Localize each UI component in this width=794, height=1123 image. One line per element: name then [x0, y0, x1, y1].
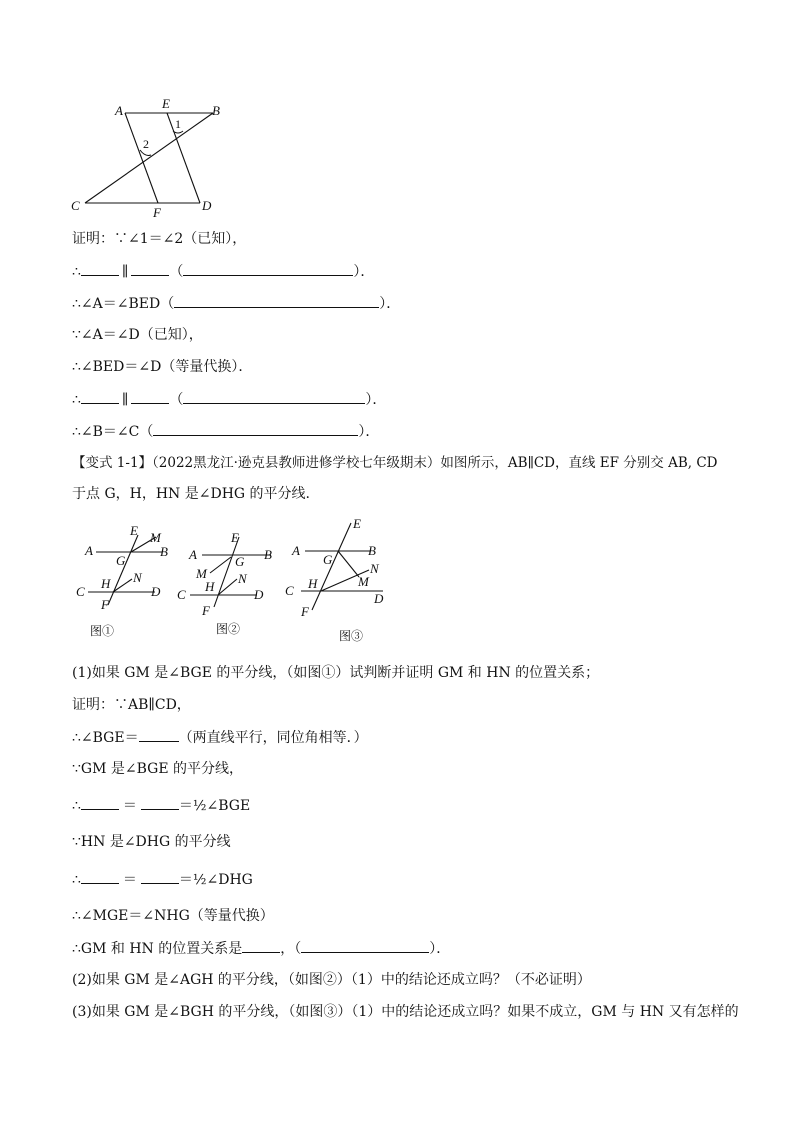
label-f: F	[101, 597, 109, 612]
blank-reason[interactable]	[183, 261, 353, 276]
variant-line2: 于点 G，H，HN 是∠DHG 的平分线.	[72, 486, 310, 502]
label-c: C	[285, 583, 294, 598]
label-m: M	[150, 530, 161, 545]
paren-close: ）．	[429, 941, 451, 957]
label-angle-2: 2	[143, 137, 149, 151]
paren-open: （	[169, 264, 184, 280]
label-h: H	[205, 579, 215, 594]
label-d: D	[151, 584, 161, 599]
blank-reason[interactable]	[301, 938, 429, 953]
line-ef	[214, 537, 239, 607]
blank-reason[interactable]	[153, 421, 358, 436]
blank-line1[interactable]	[81, 389, 119, 404]
blank-line2[interactable]	[131, 261, 169, 276]
ray-gm	[210, 557, 231, 573]
label-m: M	[196, 566, 207, 581]
q1-title: (1)如果 GM 是∠BGE 的平分线，（如图①）试判断并证明 GM 和 HN 的位置关系；	[72, 665, 600, 681]
q1-proof-line5: ∵HN 是∠DHG 的平分线	[72, 834, 231, 850]
q1-proof-line1: 证明：∵AB∥CD，	[72, 697, 191, 713]
figure-1-caption: 图①	[90, 624, 115, 638]
label-d: D	[254, 587, 264, 602]
therefore: ∴	[72, 264, 81, 280]
paren-close: ）．	[379, 296, 401, 312]
paren-close: ）．	[358, 424, 380, 440]
blank-angle2[interactable]	[141, 795, 179, 810]
paren-close: ）．	[365, 392, 387, 408]
figure-1	[70, 525, 180, 645]
segment-ed	[167, 113, 200, 203]
label-h: H	[308, 576, 318, 591]
label-g: G	[235, 554, 245, 569]
statement: ∴GM 和 HN 的位置关系是	[72, 941, 243, 957]
label-b: B	[160, 544, 168, 559]
q3-text: (3)如果 GM 是∠BGH 的平分线，（如图③）（1）中的结论还成立吗？如果不成立，GM 与 HN 又有怎样的	[72, 1004, 739, 1020]
q1-proof-line3: ∵GM 是∠BGE 的平分线，	[72, 761, 244, 777]
label-b: B	[212, 103, 220, 118]
figure-3	[283, 518, 393, 646]
label-c: C	[76, 584, 85, 599]
blank-relation[interactable]	[242, 938, 280, 953]
label-c: C	[71, 198, 80, 213]
parallel-symbol: ∥	[121, 392, 129, 408]
label-g: G	[323, 552, 333, 567]
label-m: M	[358, 574, 369, 589]
statement: ∴∠B＝∠C（	[72, 424, 154, 440]
paren-open: ，（	[280, 941, 302, 957]
proof1-line1: 证明：∵∠1＝∠2（已知），	[72, 231, 247, 247]
q1-proof-line4	[72, 795, 250, 816]
label-c: C	[177, 587, 186, 602]
blank-angle[interactable]	[139, 727, 179, 742]
label-a: A	[292, 543, 300, 558]
label-e: E	[231, 530, 239, 545]
label-n: N	[370, 561, 379, 576]
q1-proof-line2	[72, 727, 368, 748]
label-f: F	[153, 205, 161, 220]
blank-reason[interactable]	[174, 293, 379, 308]
half-angle-expr: ＝½∠DHG	[178, 872, 253, 888]
q1-proof-line6	[72, 869, 253, 890]
ray-gm	[338, 551, 359, 577]
label-a: A	[189, 547, 197, 562]
label-n: N	[133, 570, 142, 585]
paren-close: ）．	[353, 264, 375, 280]
equals: ＝	[122, 872, 137, 888]
proof1-line4: ∵∠A＝∠D（已知），	[72, 327, 203, 343]
proof1-line2	[72, 261, 374, 282]
label-b: B	[368, 543, 376, 558]
therefore: ∴	[72, 392, 81, 408]
label-d: D	[374, 591, 384, 606]
label-e: E	[162, 96, 170, 111]
proof1-line6	[72, 389, 386, 410]
half-angle-expr: ＝½∠BGE	[178, 798, 251, 814]
label-g: G	[116, 553, 126, 568]
figure-2	[172, 525, 282, 645]
q1-proof-line8	[72, 938, 450, 959]
proof1-line3	[72, 293, 400, 314]
label-f: F	[202, 603, 210, 618]
proof1-line7	[72, 421, 379, 442]
figure-2-caption: 图②	[216, 622, 241, 636]
parallel-symbol: ∥	[121, 264, 129, 280]
variant-line1: 【变式 1-1】（2022黑龙江·逊克县教师进修学校七年级期末）如图所示，AB∥CD，直线 EF 分别交 AB, CD	[72, 455, 718, 471]
blank-line2[interactable]	[131, 389, 169, 404]
label-n: N	[238, 571, 247, 586]
label-angle-1: 1	[175, 117, 181, 131]
paren-open: （	[169, 392, 184, 408]
label-b: B	[264, 547, 272, 562]
segment-bc	[85, 113, 213, 203]
q1-proof-line7: ∴∠MGE＝∠NHG（等量代换）	[72, 908, 274, 924]
proof1-line5: ∴∠BED＝∠D（等量代换）．	[72, 359, 253, 375]
blank-reason[interactable]	[183, 389, 365, 404]
blank-angle1[interactable]	[81, 869, 119, 884]
q2-text: (2)如果 GM 是∠AGH 的平分线，（如图②）（1）中的结论还成立吗？（不必证明）	[72, 972, 591, 988]
reason: （两直线平行，同位角相等．）	[178, 730, 368, 746]
label-a: A	[85, 543, 93, 558]
label-f: F	[301, 604, 309, 619]
therefore: ∴	[72, 872, 81, 888]
label-h: H	[101, 576, 111, 591]
statement: ∴∠A＝∠BED（	[72, 296, 175, 312]
blank-angle2[interactable]	[141, 869, 179, 884]
equals: ＝	[122, 798, 137, 814]
blank-angle1[interactable]	[81, 795, 119, 810]
label-e: E	[130, 525, 138, 538]
therefore: ∴	[72, 798, 81, 814]
label-a: A	[115, 103, 123, 118]
blank-line1[interactable]	[81, 261, 119, 276]
statement: ∴∠BGE＝	[72, 730, 139, 746]
label-d: D	[202, 198, 212, 213]
figure-3-caption: 图③	[339, 629, 364, 643]
top-figure	[65, 95, 235, 220]
segment-af	[125, 113, 158, 203]
label-e: E	[353, 518, 361, 531]
